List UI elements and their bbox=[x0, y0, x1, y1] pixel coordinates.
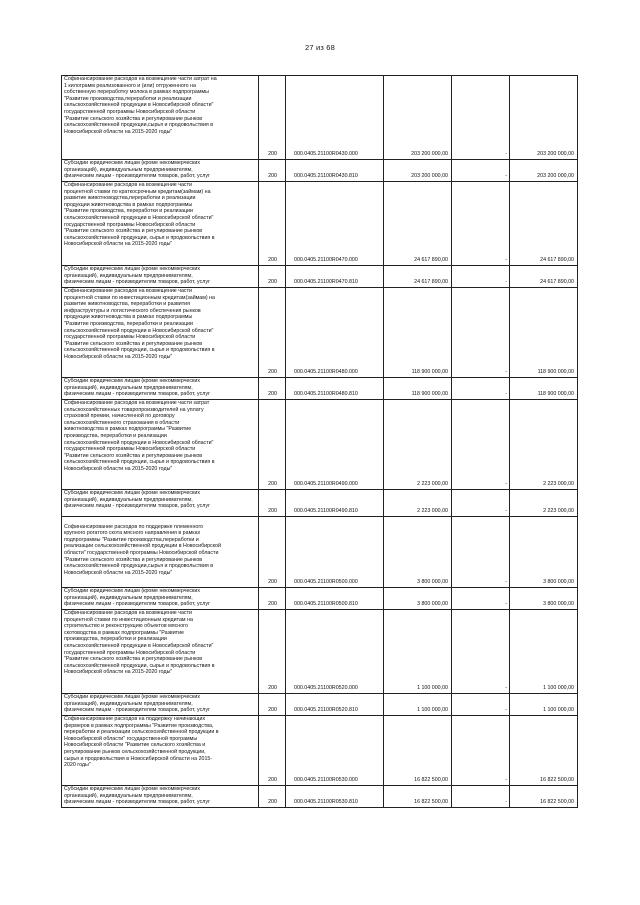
amount-cell: 1 100 000,00 bbox=[384, 694, 452, 716]
grbs-code-cell: 200 bbox=[259, 76, 286, 160]
row-name-cell bbox=[62, 160, 259, 182]
total-amount-cell: 203 200 000,00 bbox=[510, 160, 578, 182]
total-amount-cell: 24 617 890,00 bbox=[510, 266, 578, 288]
row-name-text: Субсидии юридическим лицам (кроме некоммерческих организаций), индивидуальным предпринимателям, физическим лицам - производителям товаров, работ, услуг bbox=[64, 378, 210, 398]
row-name-text: Софинансирование расходов на возмещение части процентной ставки по инвестиционным кредитам(займам) на развитие животноводства, переработки и развития инфраструктуры и логистического обеспечения рынков продукции животноводства в рамках подпрограммы "Развитие производства, переработки и реализации сельскохозяйственной продукции в Новосибирской области" государственной программы Новосибирской области "Развитие сельского хозяйства и регулирование рынков сельскохозяйственной продукции, сырья и продовольствия в Новосибирской области на 2015-2020 годы" bbox=[64, 288, 215, 360]
row-name-text: Софинансирование расходов по поддержке племенного крупного рогатого скота мясного направления в рамках подпрограммы "Развитие производства,переработки и реализации сельскохозяйственной продукции в Новосибирской области" государственной программы Новосибирской области "Развитие сельского хозяйства и регулирование рынков сельскохозяйственной продукции,сырья и продовольствия в Новосибирской области на 2015-2020 годы" bbox=[64, 523, 221, 576]
grbs-code-cell: 200 bbox=[259, 266, 286, 288]
grbs-code-cell: 200 bbox=[259, 716, 286, 786]
budget-code-cell: 000.0405.21100R0470.000 bbox=[286, 182, 384, 266]
row-name-cell bbox=[62, 786, 259, 808]
table-row bbox=[62, 588, 578, 610]
row-name-cell bbox=[62, 610, 259, 694]
total-amount-cell: 16 822 500,00 bbox=[510, 716, 578, 786]
change-cell: - bbox=[452, 588, 510, 610]
change-cell: - bbox=[452, 182, 510, 266]
amount-cell: 24 617 890,00 bbox=[384, 182, 452, 266]
table-row bbox=[62, 694, 578, 716]
budget-code-cell: 000.0405.21100R0470.810 bbox=[286, 266, 384, 288]
table-row bbox=[62, 378, 578, 400]
budget-code-cell: 000.0405.21100R0500.000 bbox=[286, 517, 384, 588]
row-name-text: Субсидии юридическим лицам (кроме некоммерческих организаций), индивидуальным предпринимателям, физическим лицам - производителям товаров, работ, услуг bbox=[64, 160, 210, 180]
grbs-code-cell: 200 bbox=[259, 517, 286, 588]
amount-cell: 2 223 000,00 bbox=[384, 490, 452, 517]
budget-code-cell: 000.0405.21100R0480.000 bbox=[286, 288, 384, 378]
budget-code-cell: 000.0405.21100R0490.000 bbox=[286, 400, 384, 490]
page-number: 27 из 68 bbox=[304, 43, 336, 52]
grbs-code-cell: 200 bbox=[259, 400, 286, 490]
row-name-cell bbox=[62, 588, 259, 610]
change-cell: - bbox=[452, 716, 510, 786]
amount-cell: 203 200 000,00 bbox=[384, 160, 452, 182]
row-name-cell bbox=[62, 288, 259, 378]
row-name-cell bbox=[62, 378, 259, 400]
change-cell: - bbox=[452, 288, 510, 378]
total-amount-cell: 2 223 000,00 bbox=[510, 400, 578, 490]
grbs-code-cell: 200 bbox=[259, 694, 286, 716]
row-name-cell bbox=[62, 694, 259, 716]
amount-cell: 1 100 000,00 bbox=[384, 610, 452, 694]
change-cell: - bbox=[452, 694, 510, 716]
row-name-text: Субсидии юридическим лицам (кроме некоммерческих организаций), индивидуальным предпринимателям, физическим лицам - производителям товаров, работ, услуг bbox=[64, 694, 210, 714]
budget-code-cell: 000.0405.21100R0500.810 bbox=[286, 588, 384, 610]
change-cell: - bbox=[452, 517, 510, 588]
row-name-cell bbox=[62, 517, 259, 588]
row-name-text: Софинансирование расходов на возмещение части процентной ставки по краткосрочным кредитам(займам) на развитие животноводства,переработки и реализации продукции животноводства в рамках подпрограммы "Развитие производства, переработки и реализации сельскохозяйственной продукции в Новосибирской области" государственной программы Новосибирской области "Развитие сельского хозяйства и регулирование рынков сельскохозяйственной продукции, сырья и продовольствия в Новосибирской области на 2015-2020 годы" bbox=[64, 182, 215, 248]
row-name-text: Софинансирование расходов на возмещение части затрат на 1 килограмм реализованного и (или) отгруженного на собственную переработку молока в рамках подпрограммы "Развитие производства,переработки и реализации сельскохозяйственной продукции в Новосибирской области" государственной программы Новосибирской области "Развитие сельского хозяйства и регулирование рынков сельскохозяйственной продукции,сырья и продовольствия в Новосибирской области на 2015-2020 годы" bbox=[64, 76, 217, 135]
budget-table bbox=[61, 75, 578, 808]
grbs-code-cell: 200 bbox=[259, 490, 286, 517]
row-name-cell bbox=[62, 76, 259, 160]
change-cell: - bbox=[452, 378, 510, 400]
row-name-text: Субсидии юридическим лицам (кроме некоммерческих организаций), индивидуальным предпринимателям, физическим лицам - производителям товаров, работ, услуг bbox=[64, 266, 210, 286]
row-name-cell bbox=[62, 266, 259, 288]
total-amount-cell: 118 900 000,00 bbox=[510, 288, 578, 378]
table-row bbox=[62, 610, 578, 694]
change-cell: - bbox=[452, 266, 510, 288]
row-name-cell bbox=[62, 400, 259, 490]
total-amount-cell: 203 200 000,00 bbox=[510, 76, 578, 160]
table-row bbox=[62, 182, 578, 266]
total-amount-cell: 3 800 000,00 bbox=[510, 517, 578, 588]
table-row bbox=[62, 76, 578, 160]
budget-code-cell: 000.0405.21100R0430.810 bbox=[286, 160, 384, 182]
amount-cell: 16 822 500,00 bbox=[384, 786, 452, 808]
change-cell: - bbox=[452, 610, 510, 694]
budget-code-cell: 000.0405.21100R0520.810 bbox=[286, 694, 384, 716]
total-amount-cell: 1 100 000,00 bbox=[510, 694, 578, 716]
table-row bbox=[62, 266, 578, 288]
table-row bbox=[62, 517, 578, 588]
grbs-code-cell: 200 bbox=[259, 182, 286, 266]
grbs-code-cell: 200 bbox=[259, 288, 286, 378]
amount-cell: 24 617 890,00 bbox=[384, 266, 452, 288]
table-row bbox=[62, 490, 578, 517]
row-name-cell bbox=[62, 716, 259, 786]
budget-code-cell: 000.0405.21100R0520.000 bbox=[286, 610, 384, 694]
budget-code-cell: 000.0405.21100R0430.000 bbox=[286, 76, 384, 160]
total-amount-cell: 1 100 000,00 bbox=[510, 610, 578, 694]
change-cell: - bbox=[452, 786, 510, 808]
total-amount-cell: 24 617 890,00 bbox=[510, 182, 578, 266]
amount-cell: 2 223 000,00 bbox=[384, 400, 452, 490]
change-cell: - bbox=[452, 76, 510, 160]
total-amount-cell: 2 223 000,00 bbox=[510, 490, 578, 517]
grbs-code-cell: 200 bbox=[259, 160, 286, 182]
amount-cell: 3 800 000,00 bbox=[384, 517, 452, 588]
row-name-text: Субсидии юридическим лицам (кроме некоммерческих организаций), индивидуальным предпринимателям, физическим лицам - производителям товаров, работ, услуг bbox=[64, 588, 210, 608]
table-row bbox=[62, 400, 578, 490]
amount-cell: 203 200 000,00 bbox=[384, 76, 452, 160]
table-row bbox=[62, 288, 578, 378]
table-row bbox=[62, 786, 578, 808]
change-cell: - bbox=[452, 160, 510, 182]
total-amount-cell: 3 800 000,00 bbox=[510, 588, 578, 610]
grbs-code-cell: 200 bbox=[259, 588, 286, 610]
table-row bbox=[62, 160, 578, 182]
row-name-cell bbox=[62, 490, 259, 517]
change-cell: - bbox=[452, 400, 510, 490]
total-amount-cell: 118 900 000,00 bbox=[510, 378, 578, 400]
budget-code-cell: 000.0405.21100R0490.810 bbox=[286, 490, 384, 517]
amount-cell: 3 800 000,00 bbox=[384, 588, 452, 610]
row-name-text: Софинансирование расходов на возмещение части затрат сельскохозяйственных товаропроизводителей на уплату страховой премии, начисленной по договору сельскохозяйственного страхования в области животноводства в рамках подпрограммы "Развитие производства, переработки и реализации сельскохозяйственной продукции в Новосибирской области" государственной программы Новосибирской области "Развитие сельского хозяйства и регулирование рынков сельскохозяйственной продукции, сырья и продовольствия в Новосибирской области на 2015-2020 годы" bbox=[64, 400, 215, 472]
row-name-text: Субсидии юридическим лицам (кроме некоммерческих организаций), индивидуальным предпринимателям, физическим лицам - производителям товаров, работ, услуг bbox=[64, 786, 210, 806]
change-cell: - bbox=[452, 490, 510, 517]
budget-code-cell: 000.0405.21100R0480.810 bbox=[286, 378, 384, 400]
amount-cell: 16 822 500,00 bbox=[384, 716, 452, 786]
grbs-code-cell: 200 bbox=[259, 610, 286, 694]
amount-cell: 118 900 000,00 bbox=[384, 288, 452, 378]
row-name-cell bbox=[62, 182, 259, 266]
row-name-text: Софинансирование расходов на возмещение части процентной ставки по инвестиционным кредитам на строительство и реконструкцию объектов мясного скотоводства в рамках подпрограммы "Развитие производства, переработки и реализации сельскохозяйственной продукции в Новосибирской области" государственной программы Новосибирской области "Развитие сельского хозяйства и регулирование рынков сельскохозяйственной продукции, сырья и продовольствия в Новосибирской области на 2015-2020 годы" bbox=[64, 610, 215, 676]
budget-code-cell: 000.0405.21100R0530.810 bbox=[286, 786, 384, 808]
row-name-text: Субсидии юридическим лицам (кроме некоммерческих организаций), индивидуальным предпринимателям, физическим лицам - производителям товаров, работ, услуг bbox=[64, 490, 210, 510]
table-row bbox=[62, 716, 578, 786]
row-name-text: Софинансирование расходов на поддержку начинающих фермеров в рамках подпрограммы "Развитие производства, переработки и реализации сельскохозяйственной продукции в Новосибирской области" государственной программы Новосибирской области "Развитие сельского хозяйства и регулирование рынков сельскохозяйственной продукции, сырья и продовольствия в Новосибирской области на 2015- 2020 годы" bbox=[64, 716, 219, 769]
grbs-code-cell: 200 bbox=[259, 786, 286, 808]
grbs-code-cell: 200 bbox=[259, 378, 286, 400]
total-amount-cell: 16 822 500,00 bbox=[510, 786, 578, 808]
amount-cell: 118 900 000,00 bbox=[384, 378, 452, 400]
budget-code-cell: 000.0405.21100R0530.000 bbox=[286, 716, 384, 786]
